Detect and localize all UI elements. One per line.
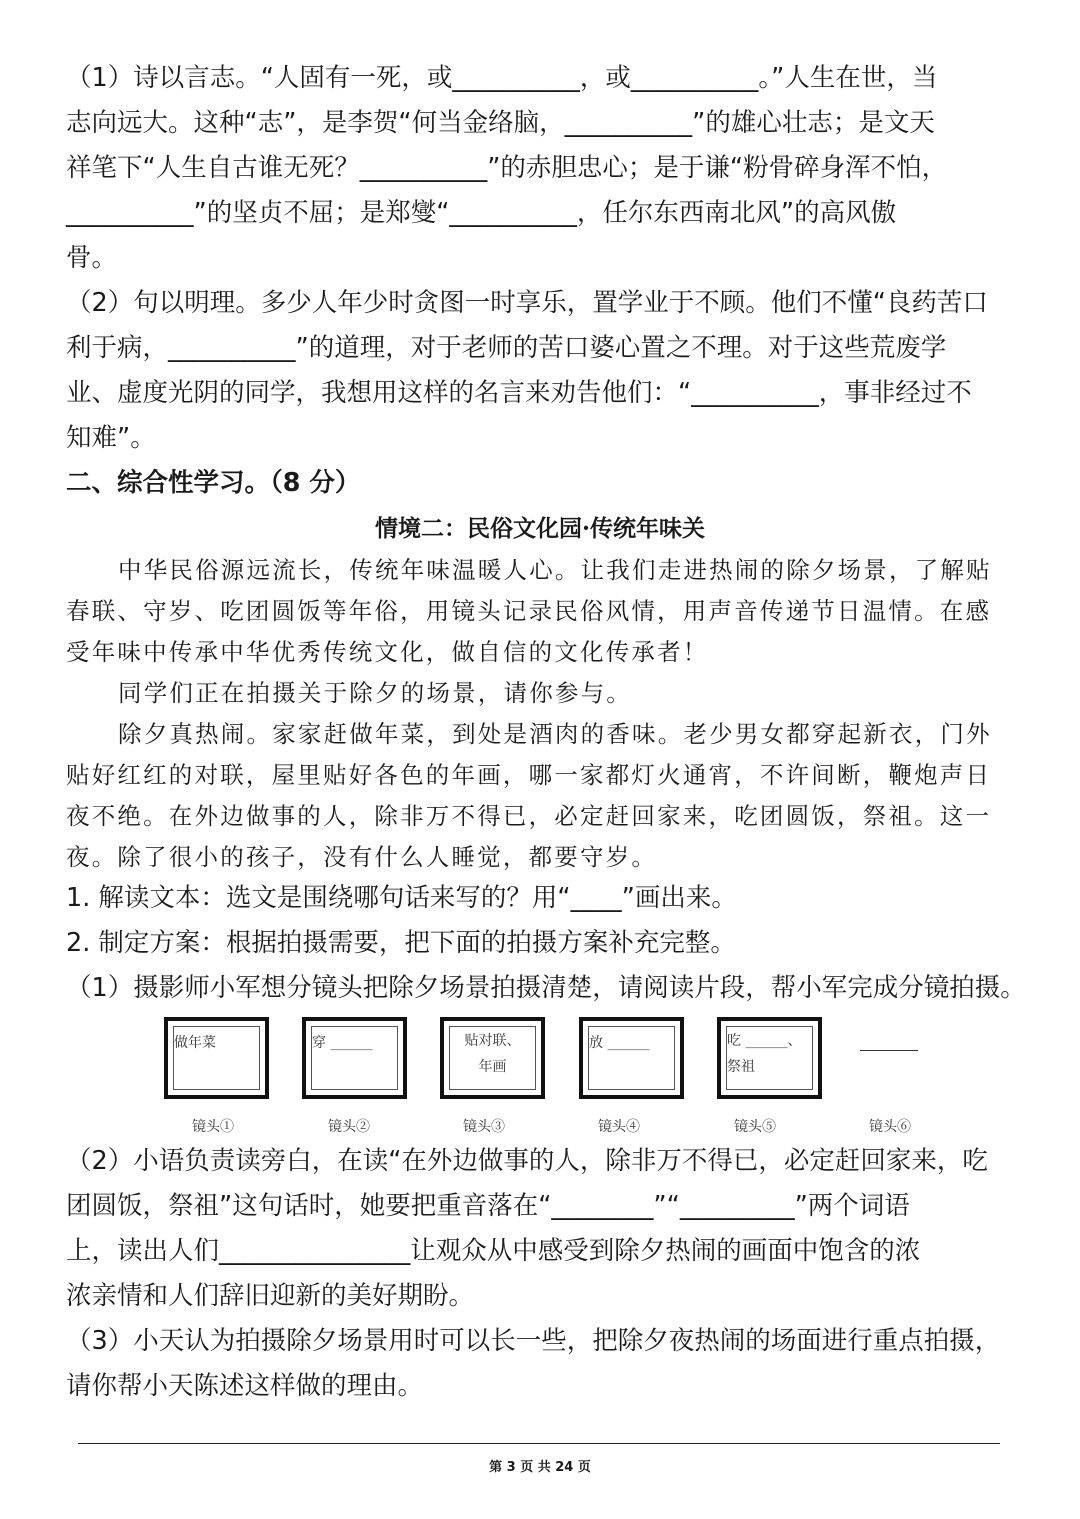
q2-line-2: 利于病，__________”的道理，对于老师的苦口婆心置之不理。对于这些荒废学 [66,333,947,363]
shot-frame-4 [579,1017,684,1099]
shot-3-line-2: 年画 [478,1059,507,1075]
q2-line-1: （2）句以明理。多少人年少时贪图一时享乐，置学业于不顾。他们不懂“良药苦口 [66,288,988,318]
q1-line-5: 骨。 [66,243,118,273]
q1-line-3: 祥笔下“人生自古谁无死？__________”的赤胆忠心；是于谦“粉骨碎身浑不怕， [66,153,948,183]
question-1: 1. 解读文本：选文是围绕哪句话来写的？用“____”画出来。 [66,883,737,913]
passage-line-1: 中华民俗源远流长，传统年味温暖人心。让我们走进热闹的除夕场景，了解贴 [118,556,992,584]
q2-2-line-3: 上，读出人们_______________让观众从中感受到除夕热闹的画面中饱含的浓 [66,1236,921,1266]
passage-line-5: 除夕真热闹。家家赶做年菜，到处是酒肉的香味。老少男女都穿起新衣，门外 [118,720,992,748]
shot-1-text: 做年菜 [174,1035,216,1051]
q2-line-4: 知难”。 [66,423,156,453]
shot-5-line-2: 祭祖 [727,1059,755,1075]
question-2-1: （1）摄影师小军想分镜头把除夕场景拍摄清楚，请阅读片段，帮小军完成分镜拍摄。 [66,973,1026,1003]
question-2: 2. 制定方案：根据拍摄需要，把下面的拍摄方案补充完整。 [66,928,736,958]
shot-caption-5: 镜头⑤ [734,1119,776,1135]
shot-caption-1: 镜头① [192,1119,234,1135]
shot-6-blank [860,1036,918,1051]
page-number: 第 3 页 共 24 页 [489,1460,591,1475]
shot-2-text: 穿 ______ [312,1035,373,1051]
passage-line-7: 夜不绝。在外边做事的人，除非万不得已，必定赶回家来，吃团圆饭，祭祖。这一 [66,802,992,830]
shot-frame-3 [440,1017,545,1099]
q2-2-line-2: 团圆饭，祭祖”这句话时，她要把重音落在“________”“_________”两个词语 [66,1191,910,1221]
passage-line-6: 贴好红红的对联，屋里贴好各色的年画，哪一家都灯火通宵，不许间断，鞭炮声日 [66,761,992,789]
q2-3-line-1: （3）小天认为拍摄除夕场景用时可以长一些，把除夕夜热闹的场面进行重点拍摄， [66,1326,1001,1356]
shot-4-text: 放 ______ [589,1035,650,1051]
shot-frame-5 [717,1017,822,1099]
passage-line-3: 受年味中传承中华优秀传统文化，做自信的文化传承者！ [66,638,709,666]
q1-line-4: __________”的坚贞不屈；是郑燮“__________，任尔东西南北风”的高风傲 [66,198,897,228]
footer-rule [78,1443,1000,1444]
shot-5-line-1: 吃 ______、 [727,1033,802,1049]
q2-3-line-2: 请你帮小天陈述这样做的理由。 [66,1371,424,1401]
q2-2-line-4: 浓亲情和人们辞旧迎新的美好期盼。 [66,1281,475,1311]
q1-line-1: （1）诗以言志。“人固有一死，或__________，或__________。”人生在世，当 [66,63,938,93]
shot-frame-1 [164,1017,269,1099]
shot-caption-2: 镜头② [328,1119,370,1135]
shot-caption-3: 镜头③ [463,1119,505,1135]
shot-3-line-1: 贴对联、 [464,1033,521,1049]
shot-frame-2 [302,1017,407,1099]
q2-2-line-1: （2）小语负责读旁白，在读“在外边做事的人，除非万不得已，必定赶回家来，吃 [66,1146,988,1176]
section-heading: 二、综合性学习。（8 分） [66,468,361,498]
shot-caption-4: 镜头④ [598,1119,640,1135]
passage-line-4: 同学们正在拍摄关于除夕的场景，请你参与。 [118,679,632,707]
q1-line-2: 志向远大。这种“志”，是李贺“何当金络脑，__________”的雄心壮志；是文天 [66,108,935,138]
q2-line-3: 业、虚度光阴的同学，我想用这样的名言来劝告他们：“__________，事非经过不 [66,378,972,408]
section-title: 情境二：民俗文化园·传统年味关 [374,515,705,542]
passage-line-2: 春联、守岁、吃团圆饭等年俗，用镜头记录民俗风情，用声音传递节日温情。在感 [66,597,992,625]
passage-line-8: 夜。除了很小的孩子，没有什么人睡觉，都要守岁。 [66,843,658,871]
shot-caption-6: 镜头⑥ [869,1119,911,1135]
